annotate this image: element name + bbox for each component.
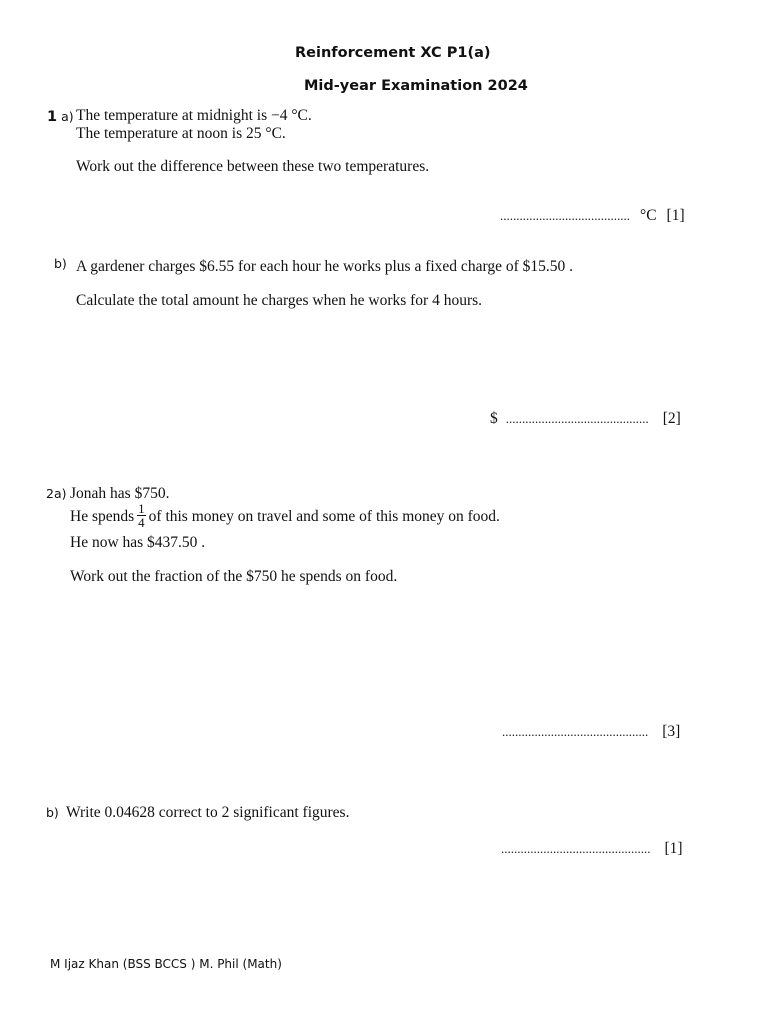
footer-author: M Ijaz Khan (BSS BCCS ) M. Phil (Math) <box>50 957 282 971</box>
fraction-numerator: 1 <box>138 501 145 516</box>
marks-label: [1] <box>664 840 683 857</box>
question-1-number <box>47 108 74 126</box>
marks-label: [2] <box>662 410 681 427</box>
q2b-answer-line <box>501 840 683 858</box>
q2a-line-4: Work out the fraction of the $750 he spends on food. <box>70 568 398 585</box>
line-text-after: of this money on travel and some of this money on food. <box>148 508 500 526</box>
part-label: a) <box>61 109 74 124</box>
q1b-label: b) <box>54 256 67 271</box>
line-text-before: He spends <box>70 508 135 526</box>
answer-dots: ........................................ <box>500 208 630 223</box>
q2a-line-3: He now has $437.50 . <box>70 534 206 551</box>
answer-dots: ............................................. <box>502 724 649 739</box>
q1a-answer-line <box>500 207 685 225</box>
document-title: Reinforcement XC P1(a) <box>295 45 491 61</box>
q1a-line-2: The temperature at noon is 25 °C. <box>76 125 286 142</box>
marks-label: [1] <box>666 207 685 224</box>
fraction-denominator: 4 <box>138 515 145 530</box>
q2b-line-1: Write 0.04628 correct to 2 significant figures. <box>66 804 350 821</box>
q2b-label: b) <box>46 805 59 820</box>
q2a-line-1: Jonah has $750. <box>70 485 170 502</box>
q1a-line-3: Work out the difference between these two temperatures. <box>76 158 430 175</box>
q1a-line-1: The temperature at midnight is −4 °C. <box>76 107 312 124</box>
fraction-one-quarter <box>137 502 146 529</box>
answer-unit: °C <box>640 207 657 224</box>
answer-dots: .............................................. <box>501 841 651 856</box>
q2a-line-2 <box>70 501 500 531</box>
q2a-label: 2a) <box>46 486 67 501</box>
document-subtitle: Mid-year Examination 2024 <box>304 78 528 94</box>
currency-symbol: $ <box>490 410 498 427</box>
answer-dots: ............................................ <box>505 411 649 426</box>
q1b-line-1: A gardener charges $6.55 for each hour he works plus a fixed charge of $15.50 . <box>76 258 573 275</box>
q1b-line-2: Calculate the total amount he charges when he works for 4 hours. <box>76 292 483 309</box>
question-number: 1 <box>47 109 58 125</box>
marks-label: [3] <box>662 723 681 740</box>
q1b-answer-line <box>490 410 681 428</box>
q2a-answer-line <box>502 723 680 741</box>
